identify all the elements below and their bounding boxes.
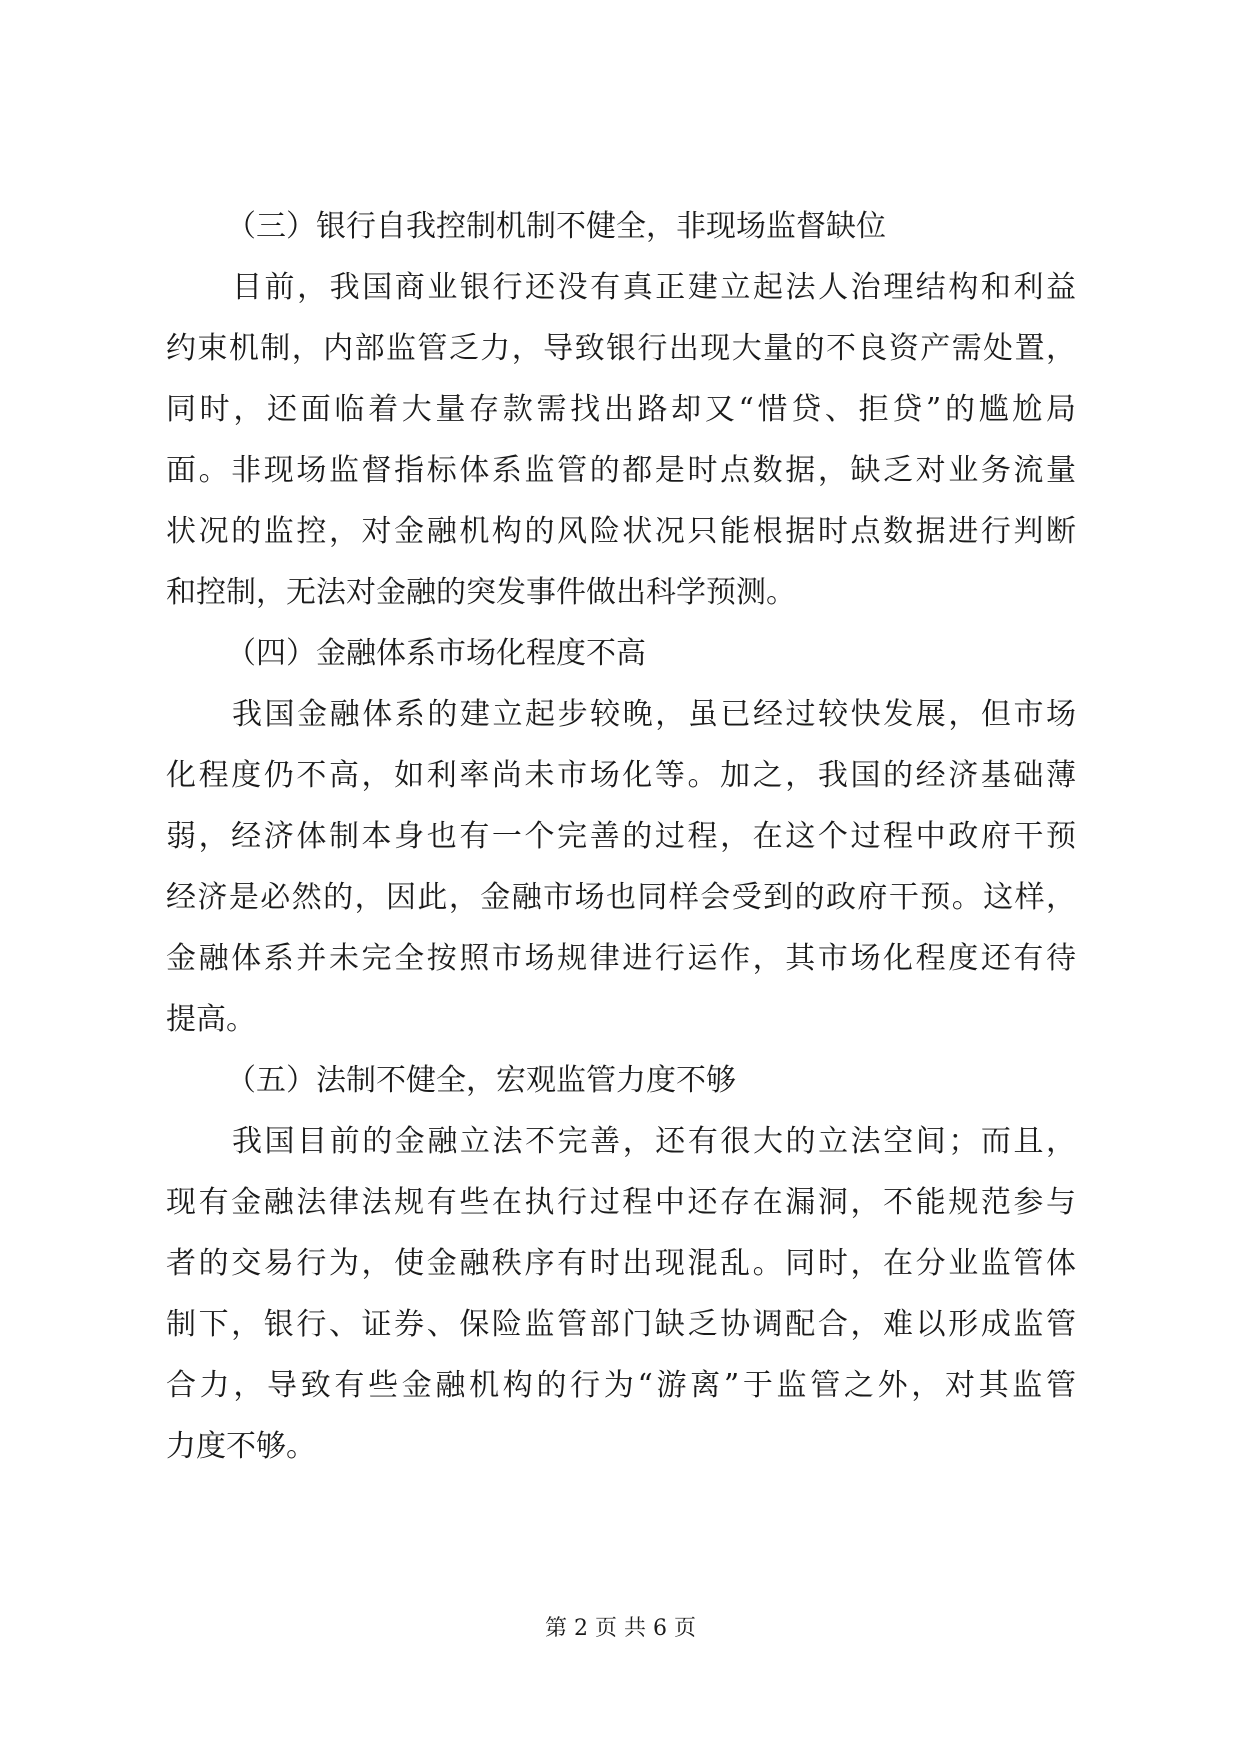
paragraph-line: 合力，导致有些金融机构的行为“游离”于监管之外，对其监管 (166, 1368, 1076, 1403)
paragraph-line: 制下，银行、证券、保险监管部门缺乏协调配合，难以形成监管 (166, 1307, 1076, 1342)
section-heading: （三）银行自我控制机制不健全，非现场监督缺位 (226, 209, 886, 244)
section-heading: （四）金融体系市场化程度不高 (226, 636, 646, 671)
paragraph-line: 现有金融法律法规有些在执行过程中还存在漏洞，不能规范参与 (166, 1185, 1076, 1220)
paragraph-line: 弱，经济体制本身也有一个完善的过程，在这个过程中政府干预 (166, 819, 1076, 854)
document-body (166, 196, 1076, 1477)
paragraph-line: 金融体系并未完全按照市场规律进行运作，其市场化程度还有待 (166, 941, 1076, 976)
paragraph-line: 面。非现场监督指标体系监管的都是时点数据，缺乏对业务流量 (166, 453, 1076, 488)
paragraph-line: 者的交易行为，使金融秩序有时出现混乱。同时，在分业监管体 (166, 1246, 1076, 1281)
paragraph-line: 提高。 (166, 1002, 256, 1037)
paragraph-line: 经济是必然的，因此，金融市场也同样会受到的政府干预。这样， (166, 880, 1076, 915)
paragraph-line: 状况的监控，对金融机构的风险状况只能根据时点数据进行判断 (166, 514, 1076, 549)
section-heading: （五）法制不健全，宏观监管力度不够 (226, 1063, 736, 1098)
paragraph-line: 和控制，无法对金融的突发事件做出科学预测。 (166, 575, 796, 610)
paragraph-line: 约束机制，内部监管乏力，导致银行出现大量的不良资产需处置， (166, 331, 1076, 366)
paragraph-line: 目前，我国商业银行还没有真正建立起法人治理结构和利益 (232, 270, 1076, 305)
paragraph-line: 化程度仍不高，如利率尚未市场化等。加之，我国的经济基础薄 (166, 758, 1076, 793)
paragraph-line: 我国金融体系的建立起步较晚，虽已经过较快发展，但市场 (232, 697, 1076, 732)
paragraph-line: 我国目前的金融立法不完善，还有很大的立法空间；而且， (232, 1124, 1076, 1159)
paragraph-line: 同时，还面临着大量存款需找出路却又“惜贷、拒贷”的尴尬局 (166, 392, 1076, 427)
page-number-footer: 第 2 页 共 6 页 (545, 1616, 696, 1641)
paragraph-line: 力度不够。 (166, 1429, 316, 1464)
